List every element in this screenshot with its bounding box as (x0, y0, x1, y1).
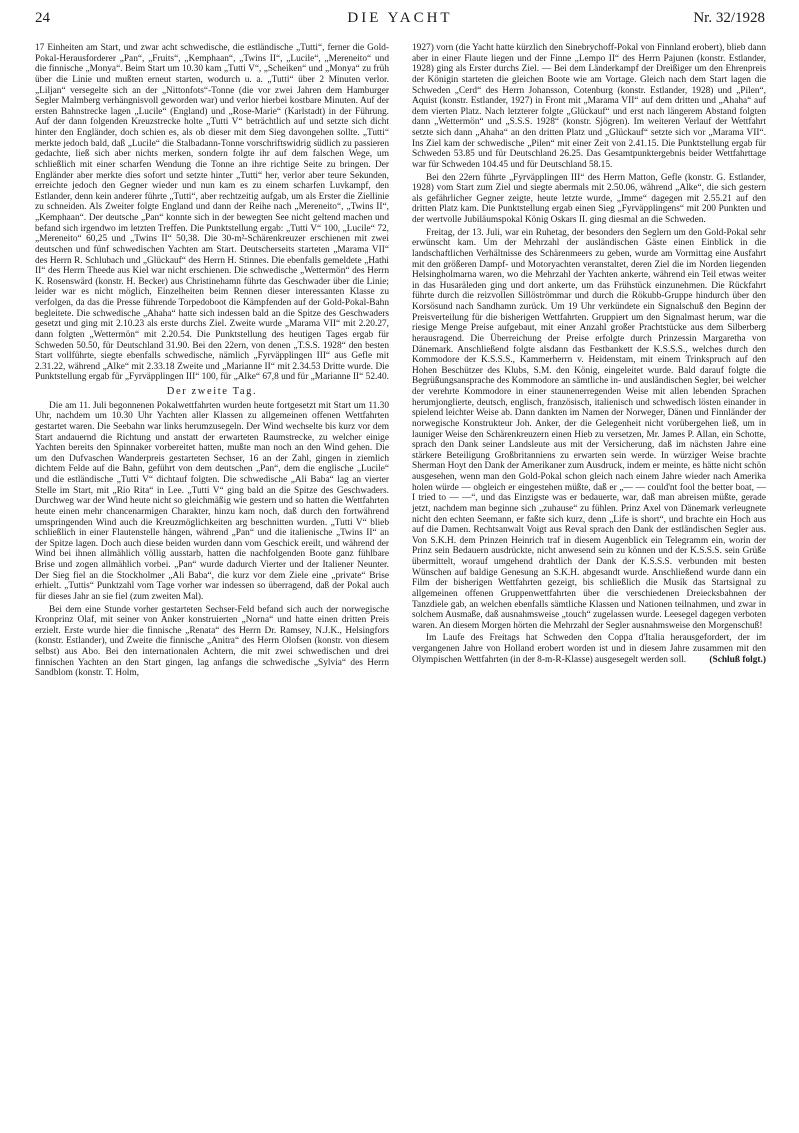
article-paragraph: 1927) vorn (die Yacht hatte kürzlich den Sinebrychoff-Pokal von Finnland erobert), blieb dann aber in einer Flaute liegen und der Finne „Lempo II“ des Herrn Pajunen (konstr. Estlander, 1928) ging als Erster durchs Ziel. — Bei dem Länderkampf der Dreißiger um den Ehrenpreis der Königin starteten die gleichen Boote wie am Vortage. Gleich nach dem Start lagen die Schweden „Cerd“ des Herrn Johansson, Cotenburg (konstr. Estlander, 1928) und „Pilen“, Aquist (konstr. Estlander, 1927) in Front mit „Marama VII“ auf dem dritten und „Ahaha“ auf dem vierten Platz. Nach letzterer folgte „Glückauf“ und erst nach längerem Abstand folgten dann „Wettermön“ und „S.S.S. 1928“ (konstr. Sjögren). Im weiteren Verlauf der Wettfahrt setzte sich dann „Ahaha“ an den dritten Platz und „Glückauf“ setzte sich vor „Marama VII“. Ins Ziel kam der schwedische „Pilen“ mit einer Zeit von 2.41.15. Die Punktstellung ergab für Schweden 53.85 und für Deutschland 26.25. Das Gesamtpunktergebnis beider Wettfahrttage war für Schweden 104.45 und für Deutschland 58.15. (412, 43, 766, 170)
article-paragraph: Bei den 22ern führte „Fyrväpplingen III“ des Herrn Matton, Gefle (konstr. G. Estlander, 1928) vom Start zum Ziel und siegte abermals mit 2.50.06, während „Alke“, die sich gestern als gefährlicher Gegner zeigte, heute letzte wurde, „Imme“ dagegen mit 2.55.21 auf den dritten Platz kam. Die Punktstellung ergab einen Sieg „Fyrväpplingens“ mit 200 Punkten und der wertvolle Jubiläumspokal König Oskars II. ging diesmal an die Schweden. (412, 172, 766, 225)
right-column (412, 43, 766, 665)
article-paragraph (412, 633, 766, 665)
closing-paragraph-text: Im Laufe des Freitags hat Schweden den Coppa d'Italia herausgefordert, der im vergangenen Jahre von Holland erobert worden ist und in diesem Jahre zusammen mit den Olympischen Wettfahrten (in der 8-m-R-Klasse) ausgesegelt werden soll. (412, 633, 766, 665)
article-paragraph: Die am 11. Juli begonnenen Pokalwettfahrten wurden heute fortgesetzt mit Start um 11.30 Uhr, nachdem um 10.30 Uhr Yachten aller Klassen zu allgemeinen offenen Wettfahrten gestartet waren. Die Seebahn war links herumzusegeln. Der Wind wechselte bis kurz vor dem Start andauernd die Richtung und anstatt der erwarteten Raumstrecke, zu welcher einige Yachten bereits den Spinnaker vorbereitet hatten, mußte man noch an den Wind gehen. Die um den Dufvaschen Wanderpreis gestarteten Sechser, 16 an der Zahl, gingen in ziemlich dichtem Felde auf die Bahn, geführt von dem deutschen „Pan“, dem die englische „Lucile“ und die estländische „Tutti V“ dichtauf folgten. Die schwedische „Ali Baba“ lag an vierter Stelle im Start, mit „Rio Rita“ in Lee. „Tutti V“ ging bald an die Spitze des Geschwaders. Durchweg war der Wind heute nicht so gleichmäßig wie gestern und so hatten die Wettfahrten heute einen mehr chancenarmigen Charakter, hinzu kam noch, daß durch den fortwährend umspringenden Wind auch die Kreuzmöglichkeiten arg beschnitten wurden. „Tutti V“ blieb schließlich in einer Flautenstelle hängen, während „Pan“ und die italienische „Twins II“ an der Spitze lagen. Doch auch diese beiden wurden dann vom Geschick ereilt, und während der Wind bei ihnen allmählich völlig ausstarb, hatten die nachfolgenden Boote ganz fühlbare Brise und zogen allmählich vorbei. „Pan“ wurde dadurch Vierter und der Italiener Neunter. Der Sieg fiel an die Stockholmer „Ali Baba“, die kurz vor dem Ziele eine „private“ Brise erhielt. „Tuttis“ Punktzahl vom Tage vorher war indessen so überragend, daß der Pokal auch für dieses Jahr an sie fiel (zum zweiten Mal). (35, 400, 389, 602)
article-paragraph: Freitag, der 13. Juli, war ein Ruhetag, der besonders den Seglern um den Gold-Pokal sehr erwünscht kam. Um der Mehrzahl der ausländischen Gäste einen Einblick in die landschaftlichen Verhältnisse des Schärenmeers zu geben, wurde am Vormittag eine Ausfahrt mit den größeren Dampf- und Motoryachten veranstaltet, deren Ziel die im Norden liegenden Helsingholmarna waren, wo die Mehrzahl der Yachten ankerte, während ein Teil etwas weiter in das Husaräleden ging und dort ankerte, um das Frühstück einzunehmen. Die Rückfahrt führte durch die reizvollen Sillöströmmar und durch die Rökubb-Gruppe hindurch über den Korsösund nach Sandhamn zurück. Um 19 Uhr verkündete ein Signalschuß den Beginn der Preisverteilung für die bisherigen Wettfahrten. Gruppiert um den Signalmast herum, war die riesige Menge Preise aufgebaut, mit einer Anzahl großer Prachtstücke aus dem Silberberg herausragend. Die Überreichung der Preise erfolgte durch Prinzessin Margaretha von Dänemark. Anschließend folgte alsdann das Festbankett der K.S.S.S., welches durch den Kommodore der K.S.S.S., Kammerherrn v. Heidenstam, mit einem Trinkspruch auf den Hohen Beschützer des Klubs, S.M. den König, eingeleitet wurde. Bald darauf folgte die Begrüßungsansprache des Kommodore an sämtliche in- und ausländischen Segler, bei welcher der verehrte Kommodore in einer staunenerregenden Weise mit allen lebenden Sprachen herumjonglierte, deutsch, englisch, französisch, italienisch und schwedisch lösten einander in spielend leichter Weise ab. Dann dankten im Namen der Norweger, Dänen und Finnländer der norwegische Konstrukteur Joh. Anker, der die Gelegenheit nicht vorübergehen ließ, um in launiger Weise den Schärenkreuzern einen Hieb zu versetzen, Mr. James P. Allan, ein Schotte, sprach den Dank seiner Landsleute aus mit der Versicherung, daß im nächsten Jahre eine stärkere Beteiligung Großbritanniens zu erwarten sein werde. In würziger Weise brachte Sherman Hoyt den Dank der Amerikaner zum Ausdruck, indem er meinte, es hätte nicht schön ausgesehen, wenn man den Gold-Pokal schon gleich nach einem Jahre wieder nach Amerika holen würde — obgleich er eingestehen müßte, daß er „— — could'nt fool the better boat, — I tried to — —“, und das Einzigste was er bedauerte, war, daß man abreisen müßte, gerade jetzt, nachdem man beginne sich „zuhause“ zu fühlen. Prinz Axel von Dänemark verleugnete nicht den echten Seemann, er faßte sich kurz, denn „Life is short“, und brachte ein Hoch aus auf die Damen. Rechtsanwalt Voigt aus Reval sprach den Dank der estländischen Segler aus. Von S.K.H. dem Prinzen Heinrich traf in diesem Augenblick ein Telegramm ein, worin der Prinz sein Bedauern ausdrückte, nicht anwesend sein zu können und der K.S.S.S. sein Grüße übermittelt, worauf umgehend drahtlich der Dank der K.S.S.S. verbunden mit besten Wünschen auf baldige Genesung an S.K.H. abgesandt wurde. Anschließend wurde dann ein Film der bisherigen Wettfahrten gezeigt, bis schließlich die Musik das Startsignal zu allgemeinen offenen Gruppenwettfahrten über die verschiedenen Dreiecksbahnen der Tanzdiele gab, an welchen ebenfalls sämtliche Klassen und Nationen teilnahmen, und zwar in solchem Ausmaße, daß ausnahmsweise „touch“ zugelassen wurde. Leesegel dagegen verboten waren. An diesem Morgen hörten die Mehrzahl der Segler ausnahmsweise den Morgenschuß! (412, 227, 766, 631)
article-paragraph: 17 Einheiten am Start, und zwar acht schwedische, die estländische „Tutti“, ferner die Gold-Pokal-Herausforderer „Pan“, „Fruits“, „Kemphaan“, „Twins II“, „Lucile“, „Mereneito“ und die finnische „Monya“. Beim Start um 10.30 kam „Tutti V“, „Scheiken“ und „Monya“ zu früh über die Linie und mußten erneut starten, wodurch u. a. „Tutti“ über 2 Minuten verlor. „Liljan“ versegelte sich an der „Nittonfots“-Tonne (die vor zwei Jahren dem Hamburger Segler Malmberg verhängnisvoll geworden war) und verlor hierbei kostbare Minuten. Auf der ersten Bahnstrecke lagen „Lucile“ (England) und „Rose-Marie“ (Karlstadt) in der Führung. Auf der dann folgenden Kreuzstrecke holte „Tutti V“ beträchtlich auf und setzte sich dicht hinter den Engländer, doch schien es, als ob dieser mit dem Sieg davongehen sollte. „Tutti“ merkte jedoch bald, daß „Lucile“ die Stalbadann-Tonne vorschriftswidrig südlich zu passieren gedachte, ließ sich aber nichts merken, sondern folgte ihr auf dem falschen Wege, um schließlich mit einer scharfen Wendung die Tonne an ihre richtige Seite zu bringen. Der Engländer aber merkte dies sofort und setzte hinter „Tutti“ her, verlor aber teure Sekunden, erreichte jedoch den Gegner wieder und nun kam es zu einem scharfen Luvkampf, den Estlander, denn kein anderer führte „Tutti“, aber rechtzeitig aufgab, um als Erster die Ziellinie zu schneiden. Als Zweiter folgte England und dann der Reihe nach „Mereneito“, „Twins II“, „Kemphaan“. Der deutsche „Pan“ konnte sich in der bewegten See nicht geltend machen und befand sich irgendwo im letzten Treffen. Die Punktstellung ergab: „Tutti V“ 100, „Lucile“ 72, „Mereneito“ 60,25 und „Twins II“ 50,38. Die 30-m²-Schärenkreuzer erschienen mit zwei deutschen und fünf schwedischen Yachten am Start. Deutscherseits starteten „Marama VII“ des Herrn R. Schlubach und „Glückauf“ des Herrn H. Stinnes. Die ebenfalls gemeldete „Hathi II“ des Herrn Theede aus Kiel war nicht erschienen. Die schwedische „Wettermön“ des Herrn K. Rosenswärd (konstr. H. Becker) aus Christinehamn führte das Geschwader über die Linie; leider war es nicht möglich, Einzelheiten beim Rennen dieser interessanten Klasse zu verfolgen, da das die Presse führende Torpedoboot die Kämpfenden auf der Gold-Pokal-Bahn begleitete. Die schwedische „Ahaha“ hatte sich indessen bald an die Spitze des Geschwaders gesetzt und ging mit 2.10.23 als erste durchs Ziel. Zweite wurde „Marama VII“ mit 2.20.27, dann folgten „Wettermön“ mit 2.20.54. Die Punktstellung des heutigen Tages ergab für Schweden 50.50, für Deutschland 31.90. Bei den 22ern, von denen „T.S.S. 1928“ den besten Start vollführte, siegte ebenfalls schwedische, nämlich „Fyrväpplingen III“ aus Gefle mit 2.31.22, während „Alke“ mit 2.33.18 Zweite und „Marianne II“ mit 2.34.53 Dritte wurde. Die Punktstellung ergab für „Fyrväpplingen III“ 100, für „Alke“ 67,8 und für „Marianne II“ 52.40. (35, 43, 390, 383)
page-number: 24 (35, 10, 50, 26)
to-be-continued-note: (Schluß folgt.) (709, 654, 766, 665)
left-column (35, 43, 389, 679)
issue-number: Nr. 32/1928 (693, 10, 765, 26)
magazine-title: DIE YACHT (347, 10, 453, 26)
section-heading: Der zweite Tag. (166, 386, 258, 397)
article-paragraph: Bei dem eine Stunde vorher gestarteten Sechser-Feld befand sich auch der norwegische Kronprinz Olaf, mit seiner von Anker konstruierten „Norna“ und hatte einen dritten Preis erzielt. Erste wurde hier die finnische „Renata“ des Herrn Dr. Ramsey, N.J.K., Helsingfors (konstr. Estlander), und Zweite die finnische „Anitra“ des Herrn Olofsen (konstr. von diesem selbst) aus Abo. Bei den internationalen Achtern, die mit zwei schwedischen und drei finnischen Yachten an den Start gingen, lag anfangs die schwedische „Sylvia“ des Herrn Sandblom (konstr. T. Holm, (35, 604, 389, 679)
page-header (35, 10, 765, 32)
